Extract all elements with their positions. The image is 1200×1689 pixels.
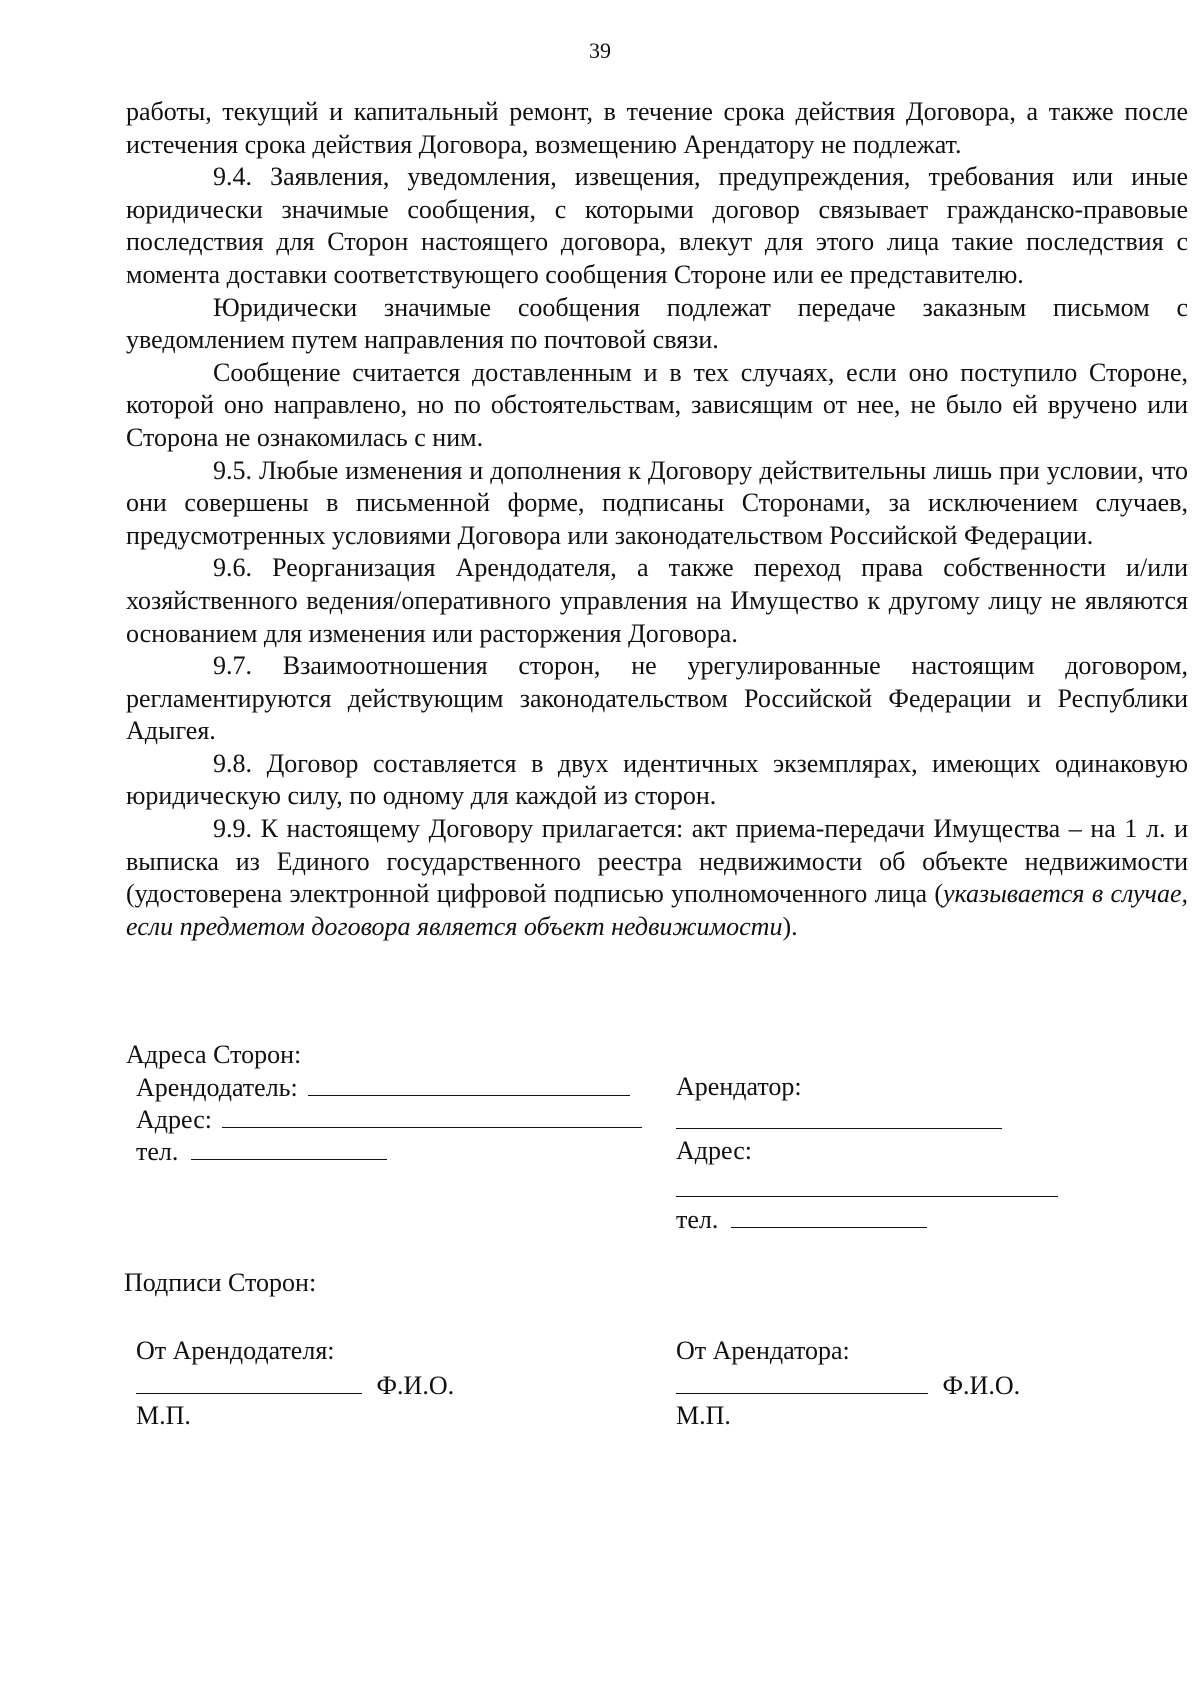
page-number: 39 xyxy=(589,38,611,63)
tenant-stamp-label: М.П. xyxy=(676,1401,731,1430)
landlord-phone-row xyxy=(136,1135,387,1168)
landlord-signature-field[interactable] xyxy=(136,1369,362,1394)
landlord-label: Арендодатель: xyxy=(136,1073,298,1102)
attachments-text: 9.9. К настоящему Договору прилагается: акт приема-передачи Имущества – на 1 л. и выписка из Единого государственного реестра недвижимости об объекте недвижимости (удостоверена электронной цифровой подписью уполномоченного лица xyxy=(126,814,1188,909)
tenant-fio-label: Ф.И.О. xyxy=(942,1371,1021,1400)
paragraph: Сообщение считается доставленным и в тех случаях, если оно поступило Стороне, которой оно направлено, но по обстоятельствам, зависящим от нее, не было ей вручено или Сторона не ознакомилась с ним. xyxy=(126,357,1188,452)
tenant-signature-field[interactable] xyxy=(676,1369,928,1394)
landlord-address-label: Адрес: xyxy=(136,1105,212,1134)
landlord-address-row xyxy=(136,1103,642,1136)
attachments-note: указывается в случае, если предметом договора является объект недвижимости xyxy=(126,879,1188,941)
period: . xyxy=(791,911,798,941)
signatures-heading: Подписи Сторон: xyxy=(124,1268,317,1297)
tenant-label: Арендатор: xyxy=(676,1072,802,1101)
landlord-name-field[interactable] xyxy=(308,1071,630,1096)
paragraph: работы, текущий и капитальный ремонт, в течение срока действия Договора, а также после истечения срока действия Договора, возмещению Арендатору не подлежат. xyxy=(126,97,1188,159)
from-tenant-label: От Арендатора: xyxy=(676,1336,850,1365)
contract-body xyxy=(126,96,1188,943)
tenant-address-field[interactable] xyxy=(676,1196,1058,1197)
paragraph: 9.8. Договор составляется в двух идентичных экземплярах, имеющих одинаковую юридическую силу, по одному для каждой из сторон. xyxy=(126,748,1188,811)
paragraph: 9.5. Любые изменения и дополнения к Договору действительны лишь при условии, что они совершены в письменной форме, подписаны Сторонами, за исключением случаев, предусмотренных условиями Договора или законодательством Российской Федерации. xyxy=(126,455,1188,550)
tenant-phone-field[interactable] xyxy=(731,1203,927,1228)
addresses-heading: Адреса Сторон: xyxy=(126,1040,302,1069)
landlord-row xyxy=(136,1071,630,1104)
tenant-phone-label: тел. xyxy=(676,1205,719,1234)
tenant-phone-row xyxy=(676,1203,927,1236)
tenant-name-field[interactable] xyxy=(676,1128,1002,1129)
paragraph: 9.7. Взаимоотношения сторон, не урегулированные настоящим договором, регламентируются действующим законодательством Российской Федерации и Республики Адыгея. xyxy=(126,651,1188,746)
paragraph-attachments: 9.9. К настоящему Договору прилагается: акт приема-передачи Имущества – на 1 л. и выписка из Единого государственного реестра недвижимости об объекте недвижимости (удостоверена электронной цифровой подписью уполномоченного лица (указывается в случае, если предметом договора является объект недвижимости). xyxy=(126,814,1188,941)
landlord-phone-label: тел. xyxy=(136,1137,179,1166)
landlord-address-field[interactable] xyxy=(222,1103,642,1128)
paragraph: 9.4. Заявления, уведомления, извещения, предупреждения, требования или иные юридически значимые сообщения, с которыми договор связывает гражданско-правовые последствия для Сторон настоящего договора, влекут для этого лица такие последствия с момента доставки соответствующего сообщения Стороне или ее представителю. xyxy=(126,162,1188,289)
landlord-stamp-label: М.П. xyxy=(136,1401,191,1430)
landlord-fio-label: Ф.И.О. xyxy=(376,1371,455,1400)
from-landlord-label: От Арендодателя: xyxy=(136,1336,335,1365)
closing-paren: ) xyxy=(782,911,792,941)
landlord-signature-row xyxy=(136,1369,454,1402)
paragraph: Юридически значимые сообщения подлежат передаче заказным письмом с уведомлением путем направления по почтовой связи. xyxy=(126,292,1188,355)
tenant-signature-row xyxy=(676,1369,1020,1402)
tenant-address-label: Адрес: xyxy=(676,1136,752,1165)
landlord-phone-field[interactable] xyxy=(191,1135,387,1160)
paragraph: 9.6. Реорганизация Арендодателя, а также переход права собственности и/или хозяйственного ведения/оперативного управления на Имущество к другому лицу не являются основанием для изменения или расторжения Договора. xyxy=(126,553,1188,648)
